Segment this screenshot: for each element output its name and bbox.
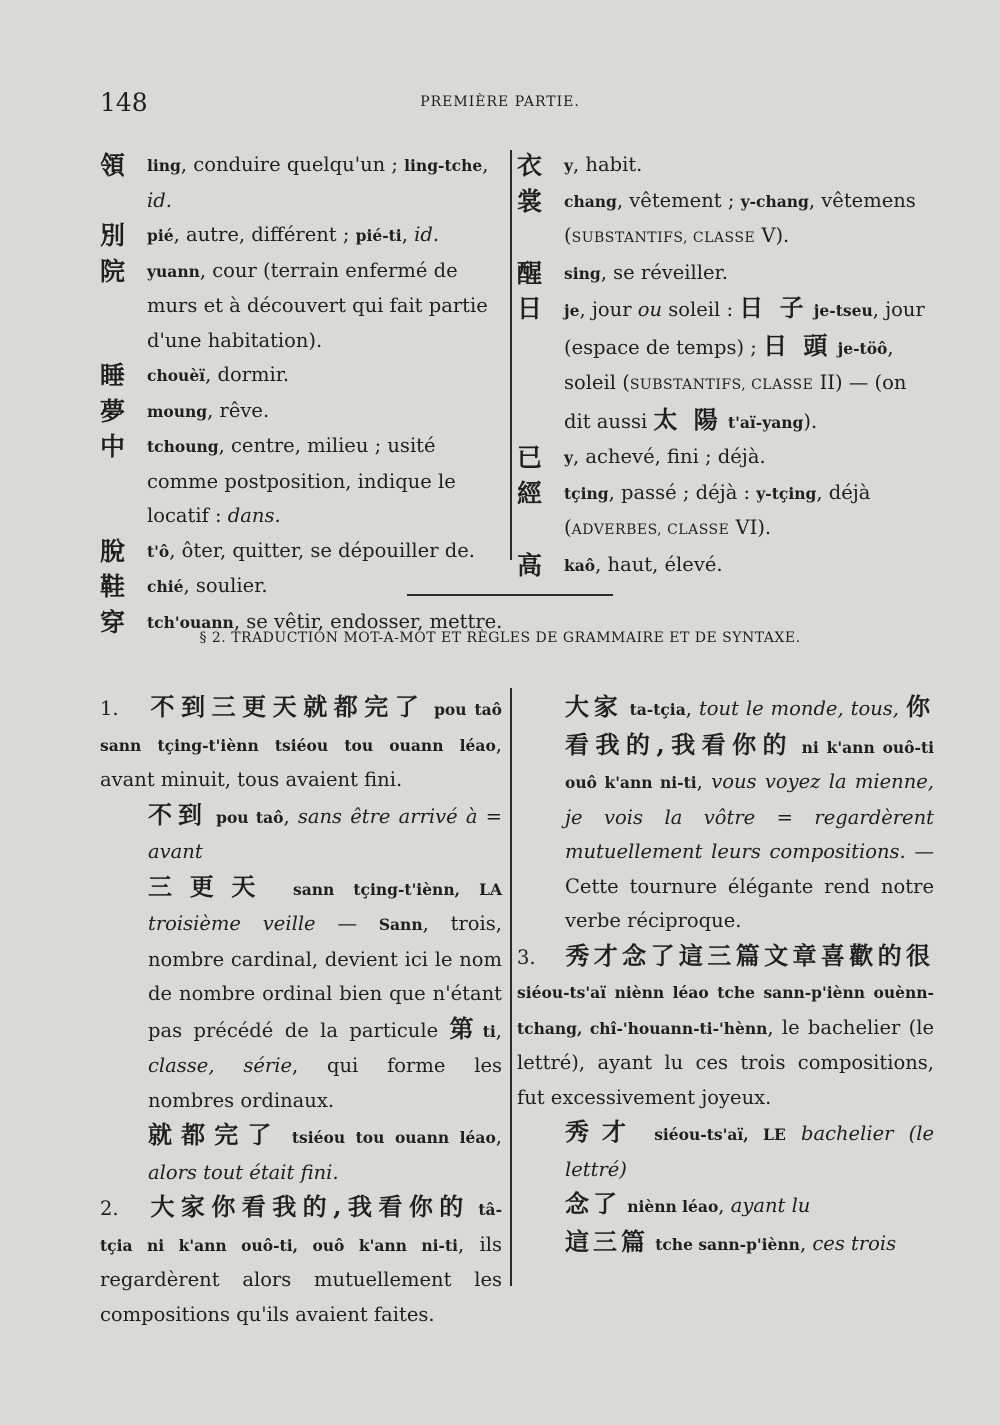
- romanization: chang: [564, 191, 617, 211]
- body-text: ,: [401, 223, 415, 246]
- body-text: , trois, nombre cardinal, devient ici le nom de nombre ordinal bien que n'étant pas précédé de la particule: [148, 912, 502, 1042]
- body-text: , déjà (: [564, 480, 871, 539]
- vocab-entry: [100, 148, 505, 218]
- italic-gloss: classe, série: [148, 1054, 292, 1077]
- body-text: , se réveiller.: [600, 260, 728, 284]
- body-text: , cour (terrain enfermé de murs et à découvert qui fait partie d'une habitation).: [147, 258, 488, 352]
- romanization: pié: [147, 226, 174, 245]
- italic-gloss: alors tout était fini.: [148, 1160, 339, 1184]
- body-text: VI).: [729, 516, 772, 539]
- headword-character: 中: [100, 432, 126, 461]
- chinese-text: 不到: [148, 799, 208, 829]
- body-text: , qui forme les nombres ordinaux.: [148, 1054, 502, 1112]
- headword-character: 鞋: [100, 572, 126, 601]
- body-text: ,: [696, 770, 712, 793]
- body-text: , jour (espace de temps) ;: [564, 298, 925, 359]
- romanization: tche sann-p'iènn: [655, 1234, 800, 1254]
- romanization: y: [564, 156, 574, 175]
- paragraph: [100, 870, 502, 1119]
- romanization: pou taô: [216, 807, 284, 827]
- body-text: [899, 697, 906, 720]
- body-text: II) — (on dit aussi: [564, 371, 907, 433]
- running-head: PREMIÈRE PARTIE.: [420, 94, 580, 110]
- romanization: tsiéou tou ouann léao: [291, 1128, 496, 1147]
- vocab-entry: [100, 254, 505, 359]
- body-text: [425, 697, 434, 720]
- romanization: yuann: [147, 261, 200, 281]
- body-text: [273, 877, 293, 900]
- body-text: , passé ; déjà :: [608, 480, 757, 504]
- body-text: [793, 735, 802, 758]
- body-text: , centre, milieu ; usité comme postposition, indique le locatif :: [147, 434, 456, 527]
- headword-character: 別: [100, 221, 126, 250]
- chinese-text: 不到三更天就都完了: [148, 692, 426, 721]
- paragraph: [517, 690, 934, 939]
- paragraph: [517, 1225, 934, 1263]
- romanization: je-töô: [837, 338, 888, 358]
- headword-character: 日: [517, 294, 543, 323]
- body-text: soleil :: [662, 298, 740, 321]
- vocab-entry: [517, 548, 937, 584]
- vocab-entry: [517, 440, 937, 476]
- body-text: ,: [685, 697, 699, 720]
- chinese-text: 大家你看我的,我看你的: [148, 1192, 470, 1221]
- romanization: Sann: [378, 915, 423, 934]
- romanization: tâ-tçia ni k'ann ouô-ti, ouô k'ann ni-ti: [100, 1200, 503, 1255]
- column-rule-top: [510, 150, 512, 560]
- text-left-column: [100, 690, 502, 1332]
- headword-character: 脫: [100, 536, 126, 566]
- body-text: ,: [283, 804, 298, 828]
- body-text: , soleil (: [564, 335, 894, 394]
- italic-gloss: ces trois: [812, 1231, 897, 1255]
- body-text: V).: [755, 224, 790, 247]
- chinese-text: 你看我的,我看你的: [565, 692, 934, 759]
- italic-gloss: id.: [147, 188, 172, 212]
- italic-gloss: vous voyez la mienne, je vois la vôtre = regardèrent mutuellement leurs compositions.: [565, 770, 934, 863]
- chinese-text: 就都完了: [148, 1120, 281, 1149]
- romanization: y: [564, 448, 574, 467]
- paragraph: [517, 939, 934, 1116]
- body-text: , habit.: [573, 153, 643, 176]
- small-caps-text: SUBSTANTIFS, CLASSE: [629, 377, 814, 393]
- body-text: , jour: [579, 298, 638, 321]
- body-text: [639, 1122, 654, 1145]
- body-text: ,: [495, 1125, 502, 1148]
- body-text: [208, 805, 216, 828]
- chinese-text: 日 頭: [763, 330, 832, 360]
- italic-gloss: id.: [414, 223, 440, 246]
- column-rule-bottom: [510, 688, 512, 1286]
- chinese-text: 秀才: [565, 1117, 639, 1146]
- paragraph: [100, 1190, 502, 1332]
- romanization: ta-tçia: [629, 700, 686, 719]
- paragraph: [100, 690, 502, 798]
- romanization: tchoung: [147, 437, 219, 456]
- body-text: , ôter, quitter, se dépouiller de.: [169, 538, 475, 562]
- vocab-entry: [100, 358, 505, 394]
- paragraph-number: 1.: [100, 697, 119, 720]
- chinese-text: 第: [449, 1013, 483, 1043]
- romanization: sing: [564, 263, 601, 283]
- headword-character: 衣: [517, 151, 543, 180]
- romanization: ling-tche: [404, 156, 483, 175]
- vocabulary-left-column: [100, 148, 505, 640]
- body-text: , ils regardèrent alors mutuellement les compositions qu'ils avaient faites.: [100, 1232, 502, 1326]
- vocab-entry: [100, 534, 505, 570]
- romanization: kaô: [564, 555, 596, 575]
- vocab-entry: [100, 394, 505, 430]
- romanization: ni k'ann ouô-ti ouô k'ann ni-ti: [565, 737, 934, 792]
- italic-gloss: sans être arrivé à = avant: [148, 804, 502, 863]
- body-text: ,: [718, 1194, 731, 1217]
- vocabulary-right-column: [517, 148, 937, 583]
- romanization: ti: [482, 1021, 496, 1041]
- body-text: , achevé, fini ; déjà.: [573, 445, 766, 468]
- headword-character: 夢: [100, 396, 126, 426]
- body-text: , conduire quelqu'un ;: [180, 153, 405, 176]
- paragraph: [100, 798, 502, 870]
- body-text: , vêtement ;: [616, 188, 741, 212]
- headword-character: 領: [100, 151, 126, 180]
- vocab-entry: [517, 184, 937, 256]
- body-text: [786, 1122, 801, 1145]
- romanization: moung: [147, 401, 208, 421]
- vocab-entry: [517, 256, 937, 292]
- body-text: , vêtemens (: [564, 188, 916, 247]
- romanization: tçing: [564, 483, 609, 503]
- romanization: chié: [147, 577, 184, 596]
- italic-gloss: troisième veille: [148, 912, 316, 935]
- chinese-text: 三更天: [148, 871, 274, 901]
- headword-character: 醒: [517, 258, 543, 288]
- section-title: § 2. TRADUCTION MOT-A-MOT ET RÈGLES DE GRAMMAIRE ET DE SYNTAXE.: [199, 630, 801, 646]
- italic-gloss: tout le monde, tous,: [698, 697, 899, 720]
- body-text: , se vêtir, endosser, mettre.: [233, 609, 503, 633]
- romanization: pié-ti: [355, 226, 402, 245]
- romanization: chouèï: [147, 366, 206, 385]
- chinese-text: 這三篇: [565, 1226, 649, 1256]
- paragraph-number: 2.: [100, 1197, 119, 1220]
- vocab-entry: [100, 429, 505, 534]
- body-text: [281, 1125, 292, 1148]
- romanization: siéou-ts'aï niènn léao tche sann-p'iènn ouènn-tchang, chî-'houann-ti-'hènn: [517, 983, 934, 1038]
- romanization: niènn léao: [627, 1197, 719, 1216]
- italic-gloss: bachelier (le lettré): [565, 1122, 935, 1181]
- chinese-text: 日 子: [739, 293, 808, 322]
- body-text: —: [315, 912, 379, 935]
- vocab-entry: [100, 218, 505, 254]
- romanization: y-tçing: [756, 483, 817, 503]
- text-right-column: [517, 690, 934, 1262]
- headword-character: 高: [517, 550, 543, 580]
- body-text: , rêve.: [207, 398, 270, 422]
- romanization: tch'ouann: [147, 612, 234, 632]
- paragraph: [517, 1115, 934, 1187]
- body-text: ,: [482, 153, 489, 176]
- section-divider: [407, 594, 613, 596]
- small-caps-text: ADVERBES, CLASSE: [571, 522, 730, 538]
- chinese-text: 念了: [565, 1189, 621, 1218]
- body-text: [623, 697, 630, 720]
- paragraph-number: 3.: [517, 945, 536, 969]
- vocab-entry: [517, 291, 937, 440]
- body-text: , autre, différent ;: [173, 223, 356, 246]
- romanization: sann tçing-t'iènn, LA: [292, 879, 503, 899]
- body-text: , avant minuit, tous avaient fini.: [100, 732, 502, 791]
- italic-gloss: ou: [637, 298, 663, 321]
- body-text: , le bachelier (le lettré), ayant lu ces trois compositions, fut excessivement joyeux.: [517, 1015, 934, 1109]
- chinese-text: 大家: [565, 692, 623, 721]
- body-text: , soulier.: [183, 574, 268, 597]
- romanization: y-chang: [740, 191, 809, 211]
- body-text: ,: [495, 1018, 502, 1042]
- chinese-text: 秀才念了這三篇文章喜歡的很: [565, 940, 934, 970]
- headword-character: 院: [100, 256, 126, 286]
- romanization: t'ô: [147, 541, 170, 561]
- headword-character: 經: [517, 478, 543, 508]
- body-text: ).: [803, 409, 818, 433]
- romanization: je: [564, 301, 580, 320]
- headword-character: 睡: [100, 361, 126, 390]
- romanization: t'aï-yang: [727, 412, 804, 432]
- body-text: , haut, élevé.: [595, 552, 723, 576]
- paragraph: [100, 1118, 502, 1190]
- small-caps-text: SUBSTANTIFS, CLASSE: [571, 230, 756, 246]
- romanization: je-tseu: [813, 301, 873, 320]
- body-text: ,: [799, 1231, 813, 1255]
- headword-character: 已: [517, 443, 543, 472]
- chinese-text: 太 陽: [653, 404, 722, 434]
- vocab-entry: [517, 148, 937, 184]
- headword-character: 裳: [517, 186, 543, 216]
- vocab-entry: [100, 569, 505, 605]
- vocab-entry: [517, 476, 937, 548]
- romanization: ling: [147, 156, 181, 175]
- body-text: — Cette tournure élégante rend notre verbe réciproque.: [565, 840, 935, 932]
- paragraph: [517, 1187, 934, 1225]
- romanization: siéou-ts'aï, LE: [654, 1125, 786, 1144]
- italic-gloss: ayant lu: [730, 1194, 811, 1217]
- italic-gloss: dans.: [227, 504, 281, 527]
- body-text: , dormir.: [205, 363, 290, 386]
- headword-character: 穿: [100, 607, 126, 637]
- page-number: 148: [100, 88, 148, 117]
- romanization: pou taô sann tçing-t'iènn tsiéou tou ouann léao: [100, 700, 502, 755]
